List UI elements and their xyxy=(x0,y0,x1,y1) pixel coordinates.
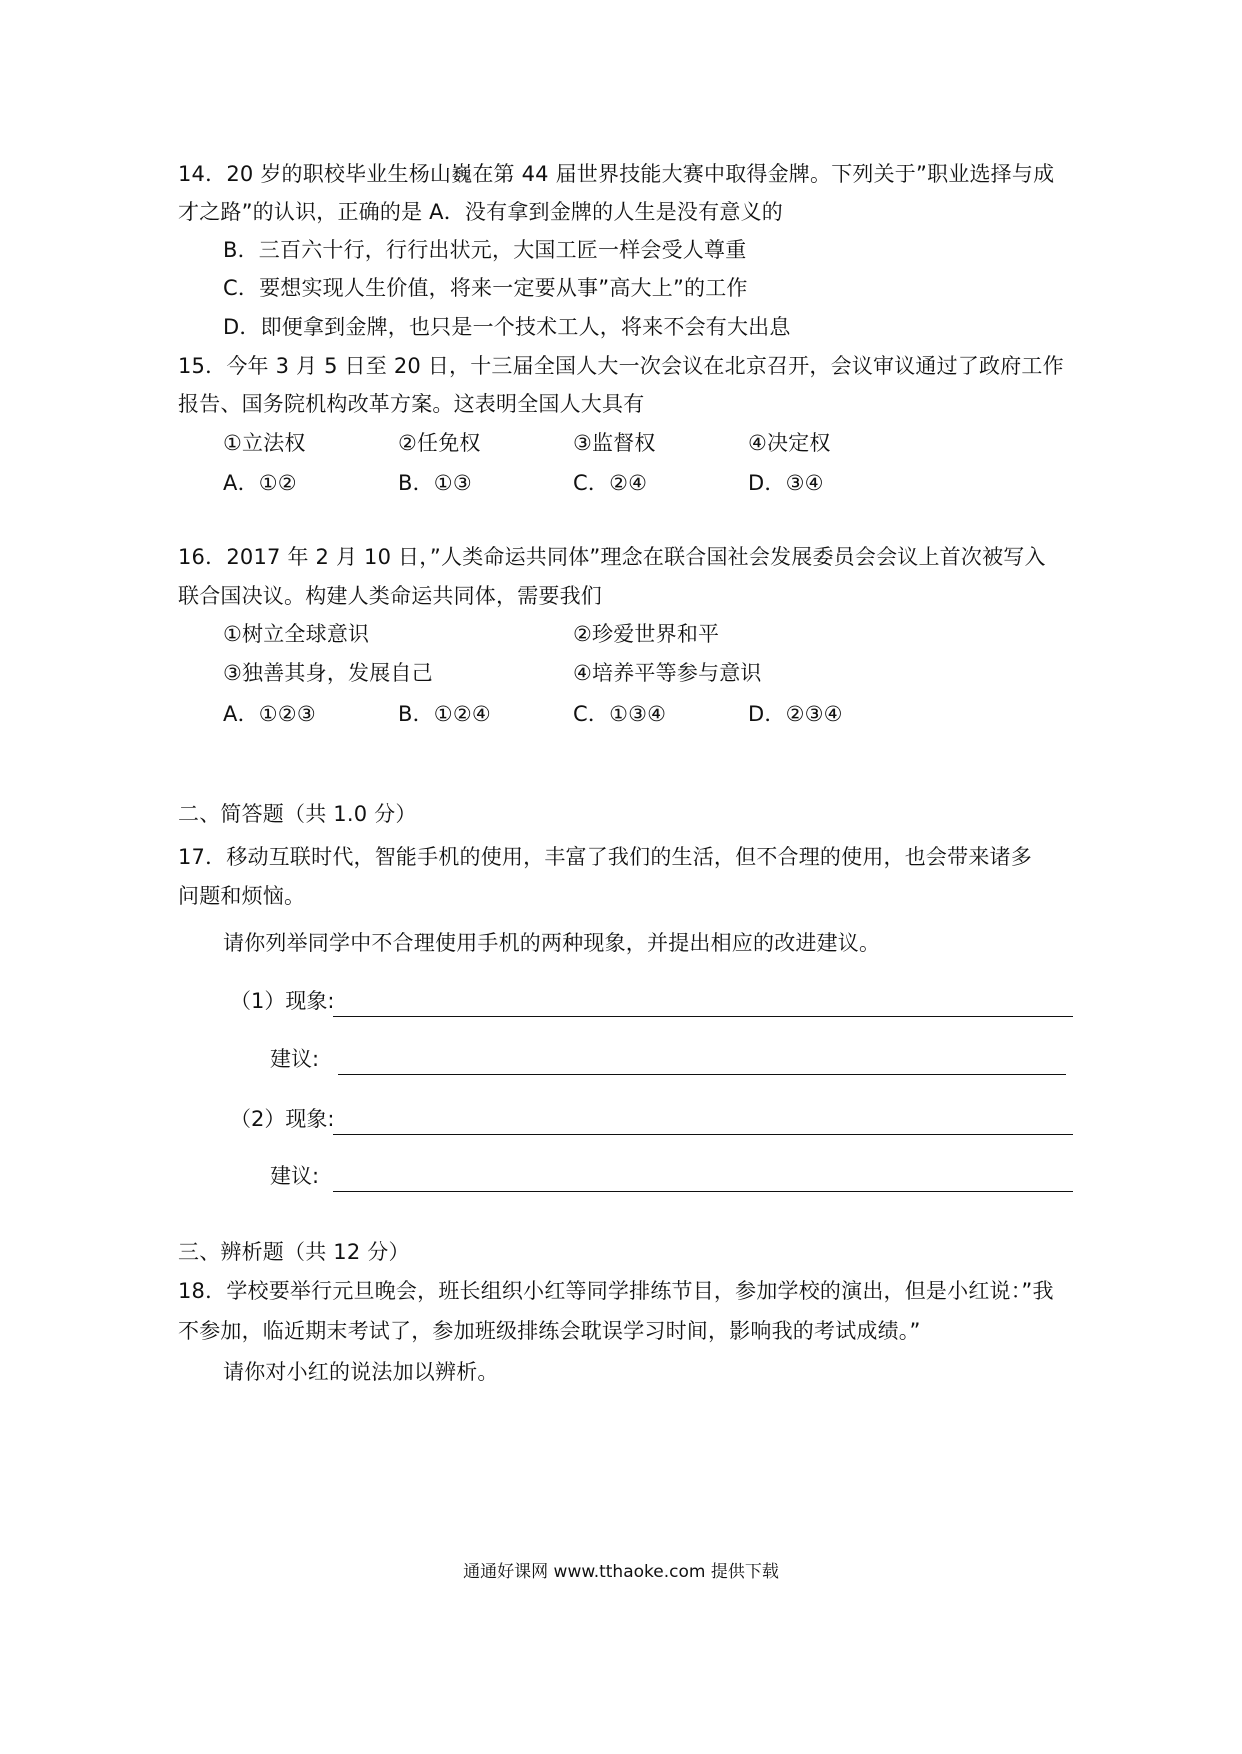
q14-option-d: D．即便拿到金牌，也只是一个技术工人，将来不会有大出息 xyxy=(223,315,791,339)
q15-option-d: D．③④ xyxy=(748,471,824,495)
section3-heading: 三、辨析题（共 12 分） xyxy=(178,1240,410,1264)
q17-phenomenon-2-label: （2）现象: xyxy=(230,1107,335,1131)
footer-download-notice: 通通好课网 www.tthaoke.com 提供下载 xyxy=(463,1562,779,1582)
q16-item-3: ③独善其身，发展自己 xyxy=(223,661,433,685)
q17-suggestion-1-label: 建议: xyxy=(270,1047,320,1071)
q15-item-3: ③监督权 xyxy=(573,431,656,455)
q17-phenomenon-1-blank[interactable] xyxy=(333,1016,1073,1017)
q17-line2: 问题和烦恼。 xyxy=(178,884,306,908)
q15-option-c: C．②④ xyxy=(573,471,648,495)
q17-prompt: 请你列举同学中不合理使用手机的两种现象，并提出相应的改进建议。 xyxy=(223,931,881,955)
q17-answer-row-4 xyxy=(0,1162,1242,1198)
q15-item-1: ①立法权 xyxy=(223,431,306,455)
q17-line1: 17．移动互联时代，智能手机的使用，丰富了我们的生活，但不合理的使用，也会带来诸多 xyxy=(178,845,1032,869)
q16-option-a: A．①②③ xyxy=(223,702,316,726)
section2-heading: 二、简答题（共 1.0 分） xyxy=(178,802,417,826)
q17-suggestion-2-blank[interactable] xyxy=(333,1191,1073,1192)
q18-line1: 18．学校要举行元旦晚会，班长组织小红等同学排练节目，参加学校的演出，但是小红说：”我 xyxy=(178,1279,1054,1303)
q17-suggestion-1-blank[interactable] xyxy=(338,1074,1066,1075)
q15-item-2: ②任免权 xyxy=(398,431,481,455)
q18-prompt: 请你对小红的说法加以辨析。 xyxy=(223,1360,499,1384)
q17-answer-row-3 xyxy=(0,1105,1242,1141)
q17-answer-row-1 xyxy=(0,987,1242,1023)
q18-line2: 不参加，临近期末考试了，参加班级排练会耽误学习时间，影响我的考试成绩。” xyxy=(178,1319,921,1343)
q16-option-d: D．②③④ xyxy=(748,702,843,726)
q14-option-b: B．三百六十行，行行出状元，大国工匠一样会受人尊重 xyxy=(223,238,747,262)
q16-line1: 16．2017 年 2 月 10 日，”人类命运共同体”理念在联合国社会发展委员会会议上首次被写入 xyxy=(178,545,1046,569)
q16-line2: 联合国决议。构建人类命运共同体，需要我们 xyxy=(178,584,602,608)
q17-phenomenon-2-blank[interactable] xyxy=(333,1134,1073,1135)
q17-phenomenon-1-label: （1）现象: xyxy=(230,989,335,1013)
q15-option-a: A．①② xyxy=(223,471,297,495)
q14-option-c: C．要想实现人生价值，将来一定要从事”高大上”的工作 xyxy=(223,276,748,300)
q16-option-b: B．①②④ xyxy=(398,702,491,726)
q15-line2: 报告、国务院机构改革方案。这表明全国人大具有 xyxy=(178,392,645,416)
q17-suggestion-2-label: 建议: xyxy=(270,1164,320,1188)
q15-line1: 15．今年 3 月 5 日至 20 日，十三届全国人大一次会议在北京召开，会议审议通过了政府工作 xyxy=(178,354,1064,378)
q15-option-b: B．①③ xyxy=(398,471,472,495)
q17-answer-row-2 xyxy=(0,1045,1242,1081)
q14-line2: 才之路”的认识，正确的是 A．没有拿到金牌的人生是没有意义的 xyxy=(178,200,783,224)
q16-item-2: ②珍爱世界和平 xyxy=(573,622,720,646)
q16-item-4: ④培养平等参与意识 xyxy=(573,661,762,685)
q14-line1: 14．20 岁的职校毕业生杨山巍在第 44 届世界技能大赛中取得金牌。下列关于”职业选择与成 xyxy=(178,162,1055,186)
q16-item-1: ①树立全球意识 xyxy=(223,622,370,646)
q16-option-c: C．①③④ xyxy=(573,702,667,726)
q15-item-4: ④决定权 xyxy=(748,431,831,455)
